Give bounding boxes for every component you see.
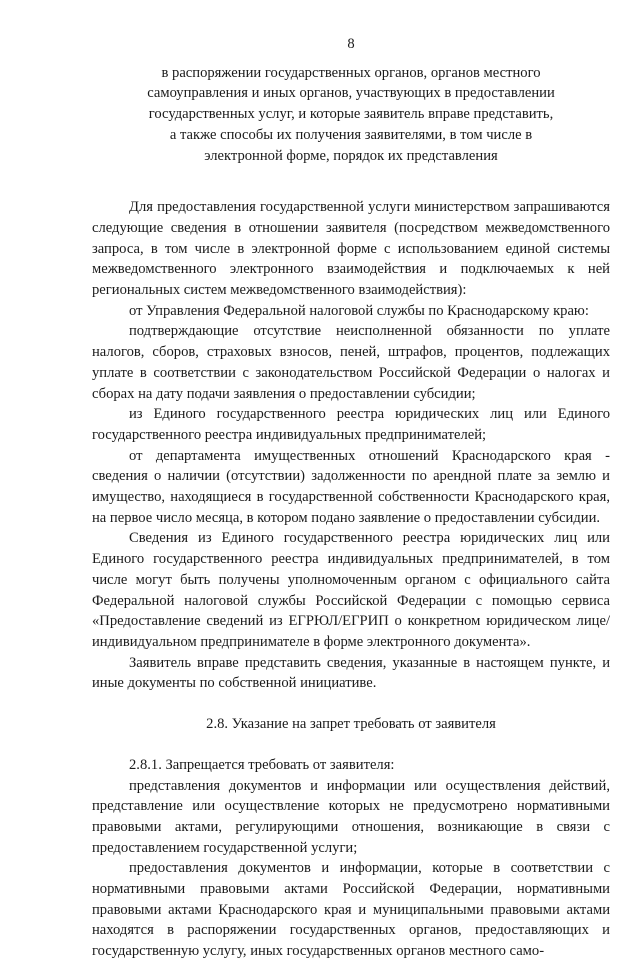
- spacer: [92, 694, 610, 714]
- paragraph: из Единого государственного реестра юридических лиц или Единого государственного реестра индивидуальных предпринимателей;: [92, 406, 610, 443]
- paragraph: 2.8.1. Запрещается требовать от заявителя:: [129, 756, 395, 773]
- paragraph: подтверждающие отсутствие неисполненной обязанности по уплате налогов, сборов, страховых взносов, пеней, штрафов, процентов, подлежащих уплате в соответствии с законодательством Российской Федерации о налогах и сборах на дату подачи заявления о предоставлении субсидии;: [92, 323, 610, 402]
- paragraph: Заявитель вправе представить сведения, указанные в настоящем пункте, и иные документы по собственной инициативе.: [92, 654, 610, 692]
- heading-line: государственных услуг, и которые заявитель вправе представить,: [148, 106, 554, 123]
- paragraph: от Управления Федеральной налоговой службы по Краснодарскому краю:: [129, 302, 589, 319]
- spacer: [92, 166, 610, 197]
- section-heading: [92, 63, 610, 167]
- page-number: 8: [347, 36, 355, 52]
- paragraph: предоставления документов и информации, которые в соответствии с нормативными правовыми актами Российской Федерации, нормативными правовыми актами Краснодарского края и муниципальными правовыми актами находятся в распоряжении государственных органов, предоставляющих и государственную услугу, иных государственных органов местного само-: [92, 860, 610, 960]
- heading-line: в распоряжении государственных органов, органов местного: [161, 64, 541, 81]
- paragraph: представления документов и информации или осуществления действий, представление или осуществление которых не предусмотрено нормативными правовыми актами, регулирующими отношения, возникающие в связи с предоставлением государственной услуги;: [92, 777, 610, 856]
- body-block-1: [92, 197, 610, 694]
- document-page: [92, 34, 610, 962]
- paragraph: Для предоставления государственной услуги министерством запрашиваются следующие сведения в отношении заявителя (посредством межведомственного запроса, в том числе в электронной форме с использованием единой системы межведомственного электронного взаимодействия и подключаемых к ней региональных систем межведомственного взаимодействия):: [92, 199, 610, 299]
- heading-line: электронной форме, порядок их представления: [204, 147, 498, 164]
- paragraph: от департамента имущественных отношений Краснодарского края - сведения о наличии (отсутствии) задолженности по арендной плате за землю и имущество, находящиеся в государственной собственности Краснодарского края, на первое число месяца, в котором подано заявление о предоставлении субсидии.: [92, 447, 610, 526]
- spacer: [92, 735, 610, 755]
- heading-line: самоуправления и иных органов, участвующих в предоставлении: [147, 85, 555, 102]
- section-title: 2.8. Указание на запрет требовать от заявителя: [206, 716, 496, 733]
- body-block-2: [92, 755, 610, 962]
- paragraph: Сведения из Единого государственного реестра юридических лиц или Единого государственного реестра индивидуальных предпринимателей, в том числе могут быть получены уполномоченным органом с официального сайта Федеральной налоговой службы Российской Федерации с помощью сервиса «Предоставление сведений из ЕГРЮЛ/ЕГРИП о конкретном юридическом лице/индивидуальном предпринимателе в форме электронного документа».: [92, 530, 610, 650]
- heading-line: а также способы их получения заявителями, в том числе в: [169, 126, 533, 143]
